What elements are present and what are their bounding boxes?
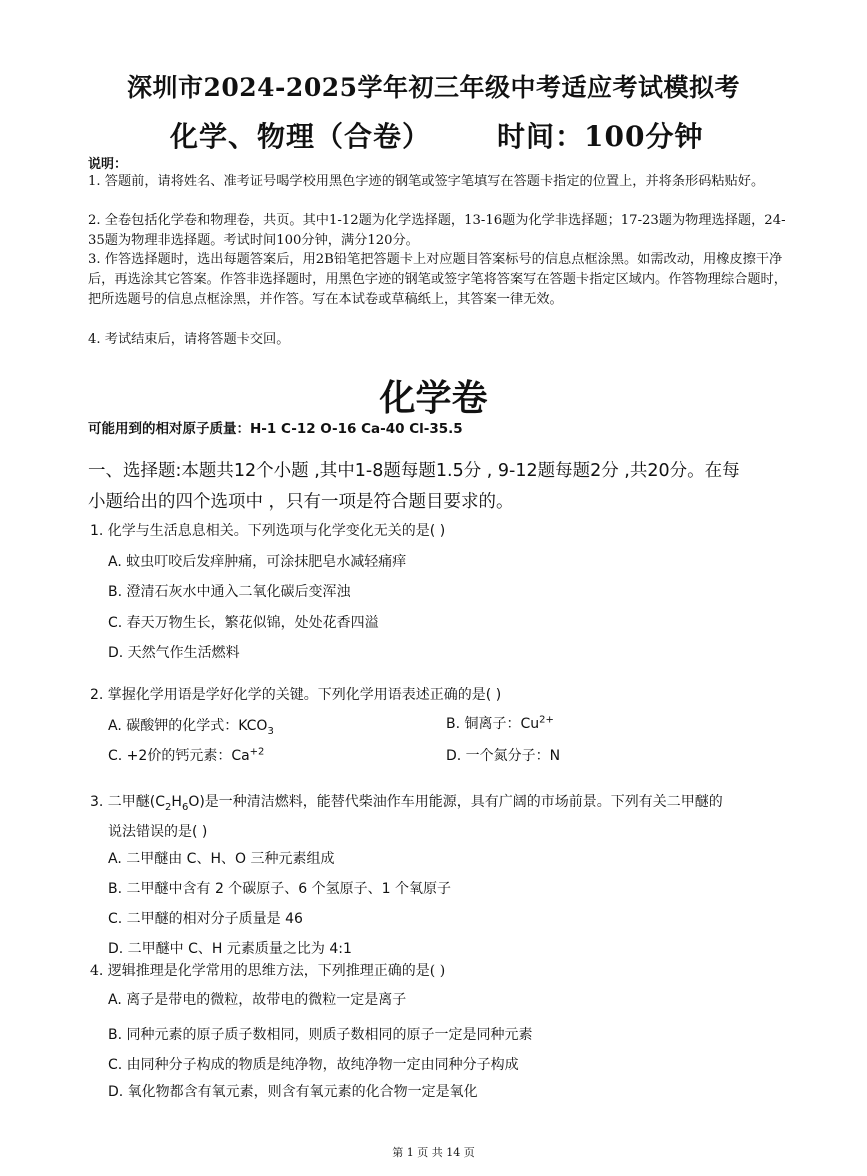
option-b: B. 澄清石灰水中通入二氧化碳后变浑浊 (108, 584, 351, 600)
notes-heading: 说明： (88, 157, 128, 172)
question-stem: 1. 化学与生活息息相关。下列选项与化学变化无关的是( ) (90, 523, 446, 539)
option-a: A. 蚊虫叮咬后发痒肿痛，可涂抹肥皂水减轻痛痒 (108, 554, 407, 570)
note-item: 3. 作答选择题时，选出每题答案后，用2B铅笔把答题卡上对应题目答案标号的信息点框涂黑。如需改动，用橡皮擦干净后，再选涂其它答案。作答非选择题时，用黑色字迹的钢笔或签字笔将答案写在答题卡指定区域内。作答物理综合题时，把所选题号的信息点框涂黑，并作答。写在本试卷或草稿纸上，其答案一律无效。 (88, 252, 787, 307)
option-b: B. 二甲醚中含有 2 个碳原子、6 个氢原子、1 个氧原子 (108, 881, 452, 897)
option-c: C. 二甲醚的相对分子质量是 46 (108, 911, 303, 927)
option-a: A. 碳酸钾的化学式：$KCO_3$ (108, 718, 274, 737)
part-heading-cont: 小题给出的四个选项中 ，只有一项是符合题目要求的。 (88, 492, 514, 512)
exam-subtitle: 化学、物理（合卷） (170, 120, 432, 153)
option-b: B. 铜离子：$Cu^{2+}$ (446, 714, 554, 732)
atomic-masses: 可能用到的相对原子质量：H-1 C-12 O-16 Ca-40 Cl-35.5 (88, 421, 463, 437)
option-d: D. 天然气作生活燃料 (108, 645, 240, 661)
option-d: D. 二甲醚中 C、H 元素质量之比为 4:1 (108, 941, 352, 957)
question-stem-cont: 说法错误的是( ) (108, 824, 208, 840)
page-footer: 第 1 页 共 14 页 (392, 1146, 475, 1159)
option-d: D. 氧化物都含有氧元素，则含有氧元素的化合物一定是氧化 (108, 1084, 478, 1100)
exam-time: 时间：100分钟 (497, 120, 704, 153)
question-stem: 4. 逻辑推理是化学常用的思维方法，下列推理正确的是( ) (90, 963, 446, 979)
option-c: C. +2价的钙元素：$Ca^{+2}$ (108, 746, 265, 764)
option-c: C. 由同种分子构成的物质是纯净物，故纯净物一定由同种分子构成 (108, 1057, 519, 1073)
exam-title: 深圳市2024-2025学年初三年级中考适应考试模拟考 (126, 73, 741, 102)
question-stem: 2. 掌握化学用语是学好化学的关键。下列化学用语表述正确的是( ) (90, 687, 502, 703)
note-item: 1. 答题前，请将姓名、准考证号喝学校用黑色字迹的钢笔或签字笔填写在答题卡指定的位置上，并将条形码粘贴好。 (88, 174, 765, 189)
question-stem: 3. 二甲醚$(C_2H_6O)$是一种清洁燃料，能替代柴油作车用能源，具有广阔的市场前景。下列有关二甲醚的 (90, 794, 723, 813)
option-a: A. 离子是带电的微粒，故带电的微粒一定是离子 (108, 992, 407, 1008)
option-d: D. 一个氮分子：N (446, 748, 561, 764)
note-item: 2. 全卷包括化学卷和物理卷，共页。其中1-12题为化学选择题，13-16题为化学非选择题；17-23题为物理选择题，24-35题为物理非选择题。考试时间100分钟，满分120分。 (88, 213, 786, 248)
option-b: B. 同种元素的原子质子数相同，则质子数相同的原子一定是同种元素 (108, 1027, 533, 1043)
option-a: A. 二甲醚由 C、H、O 三种元素组成 (108, 851, 335, 867)
note-item: 4. 考试结束后，请将答题卡交回。 (88, 332, 290, 347)
part-heading: 一、选择题:本题共12个小题 ,其中1-8题每题1.5分 , 9-12题每题2分 ,共20分。在每 (88, 461, 740, 481)
section-title: 化学卷 (379, 377, 488, 419)
option-c: C. 春天万物生长，繁花似锦，处处花香四溢 (108, 615, 379, 631)
